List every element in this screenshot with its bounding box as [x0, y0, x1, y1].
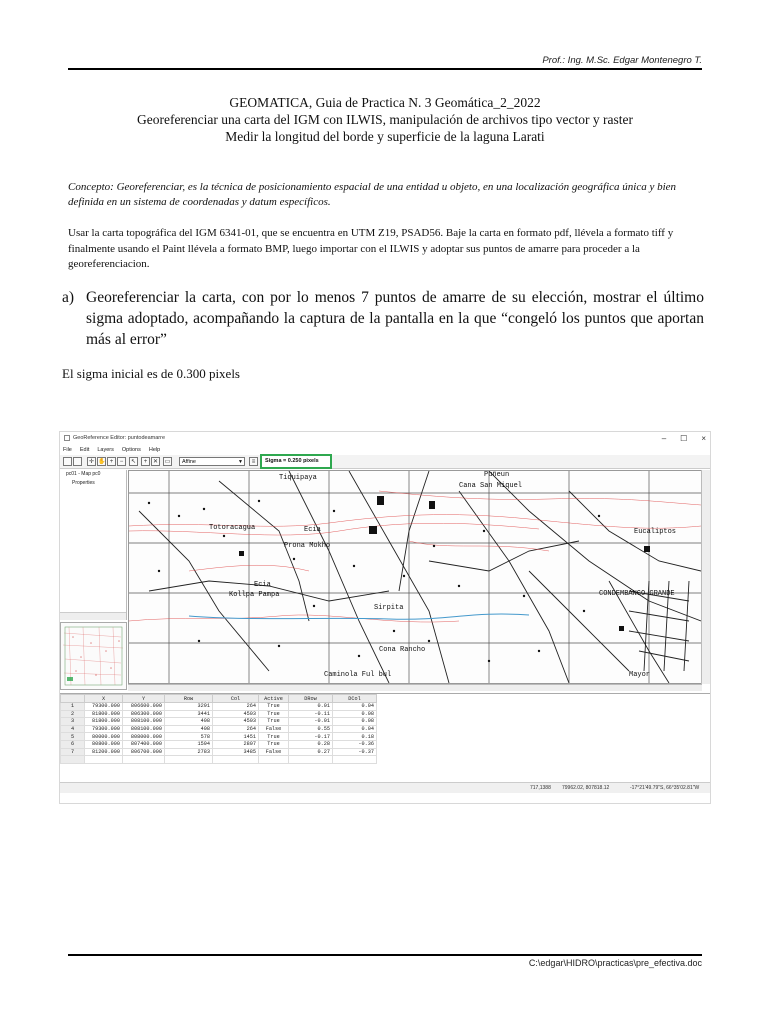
footer-path: C:\edgar\HIDRO\practicas\pre_efectiva.doc — [528, 958, 702, 968]
add-point-icon[interactable]: + — [141, 457, 150, 466]
table-cell-active[interactable]: True — [259, 710, 289, 718]
map-label: Eucaliptos — [634, 528, 677, 536]
map-label: Sirpita — [374, 604, 404, 612]
table-cell-active[interactable]: True — [259, 718, 289, 726]
row-number[interactable]: 7 — [61, 748, 85, 756]
table-cell-col[interactable]: 4503 — [213, 710, 259, 718]
map-label: Cona Rancho — [379, 646, 426, 654]
table-cell-dcol[interactable]: -0.37 — [333, 748, 377, 756]
tree-item-map-label: pc01 - Map pc0 — [66, 471, 101, 477]
open-icon[interactable] — [73, 457, 82, 466]
new-icon[interactable] — [63, 457, 72, 466]
window-buttons — [662, 432, 706, 445]
menu-edit[interactable]: Edit — [79, 447, 90, 453]
table-cell-y[interactable]: 806600.000 — [123, 703, 165, 711]
table-cell-empty[interactable] — [213, 756, 259, 764]
table-cell-dcol[interactable]: -0.36 — [333, 740, 377, 748]
map-label: Prona Mokho — [284, 542, 331, 550]
row-number[interactable]: 6 — [61, 740, 85, 748]
table-row[interactable] — [61, 710, 377, 718]
overview-graphic — [61, 623, 126, 689]
menu-layers[interactable]: Layers — [97, 447, 114, 453]
table-cell-dcol[interactable]: 0.04 — [333, 725, 377, 733]
concept-paragraph: Concepto: Georeferenciar, es la técnica de posicionamiento espacial de una entidad u objeto, en una localización geográfica única y bien definida en un sistema de coordenadas y datum específicos. — [68, 181, 677, 208]
table-cell-x[interactable]: 80000.000 — [85, 733, 123, 741]
table-cell-y[interactable]: 808000.000 — [123, 733, 165, 741]
col-header-dcol[interactable]: DCol — [333, 695, 377, 703]
table-cell-empty[interactable] — [289, 756, 333, 764]
table-cell-y[interactable]: 807400.000 — [123, 740, 165, 748]
map-label: Ecia — [304, 526, 321, 534]
table-cell-empty[interactable] — [61, 756, 85, 764]
table-cell-x[interactable]: 80800.000 — [85, 740, 123, 748]
table-row[interactable] — [61, 725, 377, 733]
item-a-marker: a) — [62, 289, 75, 306]
table-cell-drow[interactable]: -0.01 — [289, 718, 333, 726]
table-corner — [61, 695, 85, 703]
map-label: Caminola Ful bul — [324, 671, 392, 679]
table-cell-active[interactable]: True — [259, 703, 289, 711]
header-rule — [68, 68, 702, 70]
toolbar — [60, 455, 710, 469]
col-header-col[interactable]: Col — [213, 695, 259, 703]
app-icon — [64, 435, 70, 441]
transform-select[interactable] — [179, 457, 245, 466]
tiepoints-table — [60, 694, 377, 764]
menu-file[interactable]: File — [63, 447, 72, 453]
table-cell-dcol[interactable]: 0.04 — [333, 703, 377, 711]
table-cell-row[interactable]: 408 — [165, 725, 213, 733]
item-a — [62, 287, 704, 350]
table-cell-y[interactable]: 808100.000 — [123, 725, 165, 733]
fit-icon[interactable]: ▭ — [164, 459, 171, 465]
table-cell-col[interactable]: 264 — [213, 703, 259, 711]
table-cell-drow[interactable]: 0.55 — [289, 725, 333, 733]
table-row-empty[interactable] — [61, 756, 377, 764]
map-label: Kollpa Pampa — [229, 591, 280, 599]
title-line-1: GEOMATICA, Guia de Practica N. 3 Geomática_2_2022 — [229, 95, 541, 110]
tree-item-map[interactable] — [60, 470, 126, 479]
ilwis-screenshot — [59, 431, 711, 804]
table-cell-active[interactable]: True — [259, 733, 289, 741]
table-cell-drow[interactable]: 0.28 — [289, 740, 333, 748]
table-row[interactable] — [61, 733, 377, 741]
sigma-box — [260, 454, 332, 469]
layer-tree — [60, 470, 127, 620]
map-label: Totoracagua — [209, 524, 256, 532]
table-cell-row[interactable]: 578 — [165, 733, 213, 741]
table-cell-empty[interactable] — [333, 756, 377, 764]
table-cell-x[interactable]: 79300.000 — [85, 703, 123, 711]
table-cell-y[interactable]: 806700.000 — [123, 748, 165, 756]
item-a-text: Georeferenciar la carta, con por lo menos 7 puntos de amarre de su elección, mostrar el último sigma adoptado, acompañando la captura de la pantalla en la que “congeló los puntos que aportan más al error” — [86, 289, 704, 348]
map-label: Tiquipaya — [279, 474, 317, 482]
pan-icon[interactable]: ✋ — [98, 459, 106, 465]
table-row[interactable] — [61, 703, 377, 711]
window-title: GeoReference Editor: puntodeamarre — [73, 435, 166, 441]
table-cell-drow[interactable]: -0.17 — [289, 733, 333, 741]
menu-help[interactable]: Help — [148, 447, 161, 453]
table-cell-row[interactable]: 2783 — [165, 748, 213, 756]
row-number[interactable]: 4 — [61, 725, 85, 733]
table-cell-x[interactable]: 81800.000 — [85, 718, 123, 726]
table-cell-row[interactable]: 3441 — [165, 710, 213, 718]
chevron-down-icon: ▼ — [238, 459, 243, 465]
footer-rule — [68, 954, 702, 956]
map-label: Ecia — [254, 581, 271, 589]
table-cell-col[interactable]: 1451 — [213, 733, 259, 741]
table-row[interactable] — [61, 740, 377, 748]
map-label: Cana San Miquel — [459, 482, 523, 490]
table-cell-active[interactable]: False — [259, 748, 289, 756]
table-cell-y[interactable]: 808100.000 — [123, 718, 165, 726]
table-cell-drow[interactable]: 0.01 — [289, 703, 333, 711]
table-cell-row[interactable]: 408 — [165, 718, 213, 726]
table-cell-x[interactable]: 81800.000 — [85, 710, 123, 718]
map-label: CONDEMBANGO GRANDE — [599, 590, 675, 598]
table-row[interactable] — [61, 748, 377, 756]
table-cell-active[interactable]: False — [259, 725, 289, 733]
row-number[interactable]: 1 — [61, 703, 85, 711]
menu-options[interactable]: Options — [121, 447, 141, 453]
col-header-drow[interactable]: DRow — [289, 695, 333, 703]
table-cell-dcol[interactable]: 0.08 — [333, 718, 377, 726]
map-label: Mayor — [629, 671, 651, 679]
menu-bar — [60, 445, 710, 455]
pointer-icon[interactable]: ✛ — [88, 459, 95, 465]
window-titlebar — [60, 432, 710, 445]
close-button[interactable]: × — [701, 434, 706, 443]
table-cell-active[interactable]: True — [259, 740, 289, 748]
table-cell-row[interactable]: 1594 — [165, 740, 213, 748]
status-xy: 79962.02, 807818.12 — [562, 785, 610, 791]
table-cell-x[interactable]: 79300.000 — [85, 725, 123, 733]
table-row[interactable] — [61, 718, 377, 726]
table-cell-drow[interactable]: 0.27 — [289, 748, 333, 756]
row-number[interactable]: 5 — [61, 733, 85, 741]
status-bar — [60, 782, 710, 793]
header-author: Prof.: Ing. M.Sc. Edgar Montenegro T. — [542, 55, 702, 66]
table-cell-empty[interactable] — [165, 756, 213, 764]
title-block — [68, 94, 702, 145]
instructions-paragraph: Usar la carta topográfica del IGM 6341-01, que se encuentra en UTM Z19, PSAD56. Baje la carta en formato pdf, llévela a formato tiff y finalmente usando el Paint llévela a formato BMP, luego importar con el ILWIS y adoptar sus puntos de amarre para proceder a la georeferenciacion. — [68, 227, 674, 270]
minimize-button[interactable]: – — [661, 434, 667, 443]
col-header-y[interactable]: Y — [123, 695, 165, 703]
table-cell-col[interactable]: 2807 — [213, 740, 259, 748]
table-cell-y[interactable]: 806300.000 — [123, 710, 165, 718]
col-header-x[interactable]: X — [85, 695, 123, 703]
col-header-active[interactable]: Active — [259, 695, 289, 703]
tree-item-properties[interactable] — [60, 479, 126, 488]
table-cell-dcol[interactable]: 0.08 — [333, 710, 377, 718]
table-cell-row[interactable]: 3291 — [165, 703, 213, 711]
row-number[interactable]: 2 — [61, 710, 85, 718]
tiepoints-table-area — [60, 693, 710, 793]
zoom-in-icon[interactable]: + — [107, 457, 116, 466]
topographic-map — [129, 471, 701, 683]
table-cell-dcol[interactable]: 0.18 — [333, 733, 377, 741]
sigma-label: Sigma = 0.250 pixels — [265, 458, 319, 464]
title-line-3: Medir la longitud del borde y superficie de la laguna Larati — [225, 129, 545, 144]
calc-icon[interactable]: ≡ — [249, 457, 258, 466]
table-cell-x[interactable]: 81200.000 — [85, 748, 123, 756]
zoom-out-icon[interactable]: − — [117, 457, 126, 466]
status-rowcol: 717,1388 — [530, 785, 551, 791]
map-label: Puñeun — [484, 471, 510, 479]
row-number[interactable]: 3 — [61, 718, 85, 726]
sigma-initial-text: El sigma inicial es de 0.300 pixels — [62, 366, 240, 381]
table-cell-empty[interactable] — [259, 756, 289, 764]
table-cell-col[interactable]: 264 — [213, 725, 259, 733]
table-cell-col[interactable]: 4503 — [213, 718, 259, 726]
transform-select-value: Affine — [182, 459, 196, 465]
select-icon[interactable]: ↖ — [130, 459, 137, 465]
tree-item-properties-label: Properties — [72, 480, 95, 486]
map-vertical-scrollbar[interactable] — [701, 470, 710, 684]
table-cell-empty[interactable] — [123, 756, 165, 764]
tree-scrollbar[interactable] — [60, 612, 126, 620]
table-cell-col[interactable]: 3485 — [213, 748, 259, 756]
table-cell-drow[interactable]: -0.11 — [289, 710, 333, 718]
title-line-2: Georeferenciar una carta del IGM con ILWIS, manipulación de archivos tipo vector y raster — [136, 112, 634, 127]
maximize-button[interactable]: ☐ — [680, 434, 688, 443]
georeference-map[interactable] — [128, 470, 702, 684]
table-cell-empty[interactable] — [85, 756, 123, 764]
overview-map[interactable] — [60, 622, 127, 690]
map-horizontal-scrollbar[interactable] — [128, 684, 702, 691]
col-header-row[interactable]: Row — [165, 695, 213, 703]
delete-point-icon[interactable]: ✕ — [152, 459, 159, 465]
status-latlon: -17°21'49.79"S, 66°35'02.81"W — [630, 785, 700, 791]
